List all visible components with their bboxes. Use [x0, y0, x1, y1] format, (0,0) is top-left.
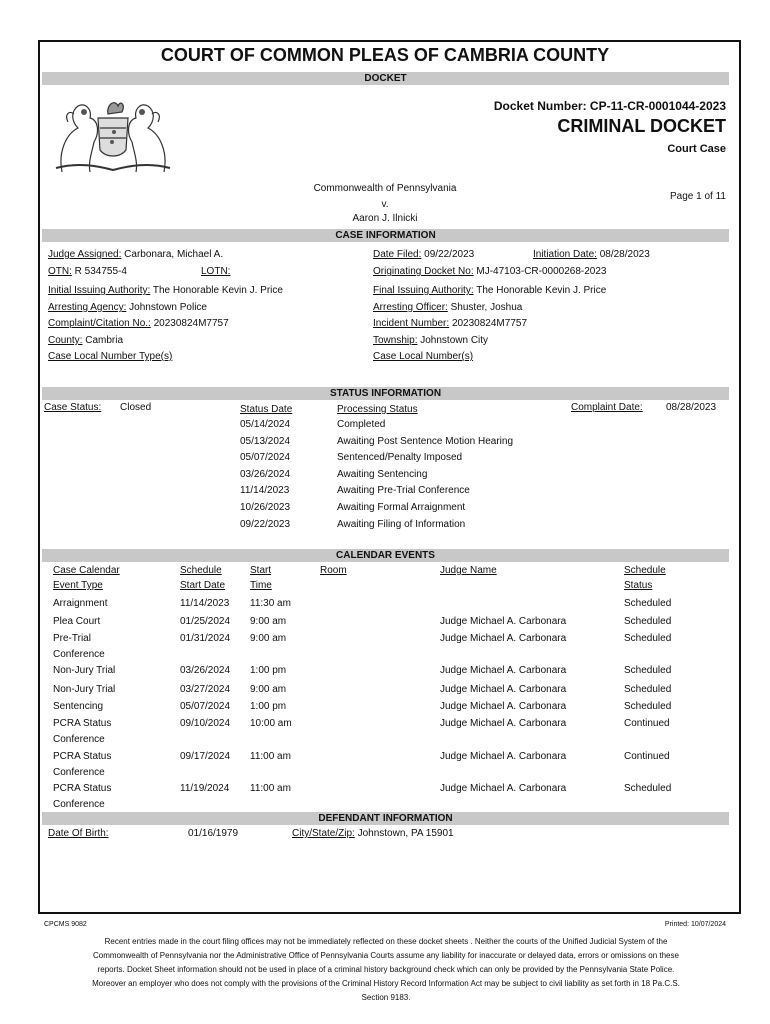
final-authority-field: Final Issuing Authority: The Honorable Kevin J. Price — [373, 285, 607, 296]
calendar-start-date: 03/26/2024 — [180, 665, 231, 676]
complaint-no-field: Complaint/Citation No.: 20230824M7757 — [48, 318, 229, 329]
initial-authority-field: Initial Issuing Authority: The Honorable Kevin J. Price — [48, 285, 283, 296]
calendar-start-time: 1:00 pm — [250, 665, 287, 676]
col-schedule-1: Schedule — [180, 565, 222, 576]
col-start-1: Start — [250, 565, 272, 576]
calendar-event-type: PCRA Status — [53, 718, 112, 729]
calendar-start-time: 11:30 am — [250, 598, 291, 609]
docket-bar: DOCKET — [42, 72, 729, 85]
calendar-judge-name: Judge Michael A. Carbonara — [440, 718, 567, 729]
status-row-status: Completed — [337, 419, 386, 430]
calendar-judge-name: Judge Michael A. Carbonara — [440, 783, 567, 794]
calendar-schedule-status: Scheduled — [624, 783, 672, 794]
calendar-start-time: 11:00 am — [250, 751, 291, 762]
col-schedule-2: Start Date — [180, 580, 226, 591]
status-row-status: Awaiting Post Sentence Motion Hearing — [337, 435, 514, 447]
form-id: CPCMS 9082 — [44, 921, 87, 928]
complaint-date-value: 08/28/2023 — [666, 402, 717, 413]
calendar-event-type-cont: Conference — [53, 649, 105, 660]
calendar-start-date: 05/07/2024 — [180, 701, 231, 712]
status-row-status: Sentenced/Penalty Imposed — [337, 452, 463, 464]
calendar-schedule-status: Scheduled — [624, 684, 672, 695]
status-row-date: 05/14/2024 — [240, 419, 291, 430]
local-number-label: Case Local Number(s) — [373, 351, 474, 362]
calendar-heading: CALENDAR EVENTS — [42, 549, 729, 562]
status-row-status: Awaiting Pre-Trial Conference — [337, 485, 470, 497]
col-event-type-1: Case Calendar — [53, 565, 120, 576]
calendar-schedule-status: Scheduled — [624, 598, 672, 609]
calendar-start-time: 9:00 am — [250, 633, 287, 644]
status-row-date: 09/22/2023 — [240, 518, 291, 530]
case-kind: Court Case — [667, 143, 726, 155]
calendar-start-time: 11:00 am — [250, 783, 291, 794]
calendar-schedule-status: Scheduled — [624, 665, 672, 676]
calendar-start-date: 03/27/2024 — [180, 684, 231, 695]
arresting-agency-field: Arresting Agency: Johnstown Police — [48, 302, 207, 313]
calendar-schedule-status: Continued — [624, 718, 670, 729]
calendar-start-date: 11/14/2023 — [180, 598, 230, 609]
col-event-type-2: Event Type — [53, 580, 103, 591]
col-judge: Judge Name — [440, 565, 497, 576]
initiation-date-field: Initiation Date: 08/28/2023 — [533, 249, 650, 260]
city-field: City/State/Zip: Johnstown, PA 15901 — [292, 828, 454, 839]
case-status-label: Case Status: — [44, 402, 102, 413]
calendar-event-type: Plea Court — [53, 616, 101, 627]
township-field: Township: Johnstown City — [373, 335, 489, 346]
calendar-event-type: Sentencing — [53, 701, 104, 712]
col-room: Room — [320, 565, 347, 576]
local-number-type-label: Case Local Number Type(s) — [48, 351, 173, 362]
calendar-judge-name: Judge Michael A. Carbonara — [440, 684, 567, 695]
incident-no-field: Incident Number: 20230824M7757 — [373, 318, 528, 329]
caption-plaintiff: Commonwealth of Pennsylvania — [313, 183, 457, 194]
calendar-schedule-status: Scheduled — [624, 701, 672, 712]
processing-status-header: Processing Status — [337, 404, 418, 415]
arresting-officer-field: Arresting Officer: Shuster, Joshua — [373, 302, 523, 313]
date-filed-field: Date Filed: 09/22/2023 — [373, 249, 475, 260]
calendar-schedule-status: Scheduled — [624, 633, 672, 644]
calendar-start-date: 09/17/2024 — [180, 751, 231, 762]
status-row-date: 10/26/2023 — [240, 502, 291, 513]
county-field: County: Cambria — [48, 335, 124, 346]
calendar-start-date: 01/25/2024 — [180, 616, 231, 627]
status-row-status: Awaiting Sentencing — [337, 468, 428, 480]
calendar-judge-name: Judge Michael A. Carbonara — [440, 616, 567, 627]
calendar-start-time: 9:00 am — [250, 616, 287, 627]
calendar-start-time: 1:00 pm — [250, 701, 287, 712]
calendar-event-type-cont: Conference — [53, 767, 105, 778]
calendar-judge-name: Judge Michael A. Carbonara — [440, 701, 567, 712]
calendar-event-type-cont: Conference — [53, 799, 105, 810]
status-info-heading: STATUS INFORMATION — [42, 387, 729, 400]
status-row-date: 05/13/2024 — [240, 435, 291, 447]
dob-value: 01/16/1979 — [188, 828, 239, 839]
court-title: COURT OF COMMON PLEAS OF CAMBRIA COUNTY — [160, 45, 610, 65]
calendar-start-date: 01/31/2024 — [180, 633, 231, 644]
status-row-status: Awaiting Filing of Information — [337, 518, 466, 530]
status-date-header: Status Date — [240, 404, 293, 415]
calendar-schedule-status: Scheduled — [624, 616, 672, 627]
lotn-label: LOTN: — [201, 266, 231, 277]
calendar-start-date: 09/10/2024 — [180, 718, 231, 729]
status-row-date: 11/14/2023 — [240, 485, 290, 497]
disclaimer: Recent entries made in the court filing offices may not be immediately reflected on these docket sheets . Neither the courts of the Unified Judicial System of the Commonwealth of Pennsylvania nor the Administrative Office of Pennsylvania Courts assume any liability for inaccurate or delayed data, errors or omissions on these reports. Docket Sheet information should not be used in place of a criminal history background check which can only be provided by the Pennsylvania State Police. Moreover an employer who does not comply with the provisions of the Criminal History Record Information Act may be subject to civil liability as set forth in 18 Pa.C.S. Section 9183. — [92, 937, 680, 1002]
status-row-status: Awaiting Formal Arraignment — [337, 502, 466, 513]
calendar-schedule-status: Continued — [624, 751, 670, 762]
col-status-1: Schedule — [624, 565, 666, 576]
complaint-date-label: Complaint Date: — [571, 402, 643, 413]
originating-docket-field: Originating Docket No: MJ-47103-CR-0000268-2023 — [373, 266, 607, 277]
calendar-event-type: PCRA Status — [53, 751, 112, 762]
col-start-2: Time — [250, 580, 272, 591]
docket-number: Docket Number: CP-11-CR-0001044-2023 — [493, 99, 726, 113]
otn-field: OTN: R 534755-4 — [48, 266, 127, 277]
calendar-event-type: Non-Jury Trial — [53, 665, 116, 676]
calendar-event-type: PCRA Status — [53, 783, 112, 794]
calendar-judge-name: Judge Michael A. Carbonara — [440, 751, 567, 762]
printed-date: Printed: 10/07/2024 — [664, 921, 726, 928]
dob-label: Date Of Birth: — [48, 828, 109, 839]
calendar-start-time: 10:00 am — [250, 718, 292, 729]
calendar-event-type: Non-Jury Trial — [53, 684, 116, 695]
calendar-judge-name: Judge Michael A. Carbonara — [440, 665, 567, 676]
caption-versus: v. — [381, 199, 389, 210]
calendar-event-type: Pre-Trial — [53, 633, 91, 644]
calendar-judge-name: Judge Michael A. Carbonara — [440, 633, 567, 644]
case-status-value: Closed — [120, 402, 152, 413]
case-info-heading: CASE INFORMATION — [42, 229, 729, 242]
calendar-start-date: 11/19/2024 — [180, 783, 230, 794]
calendar-start-time: 9:00 am — [250, 684, 287, 695]
caption-defendant: Aaron J. Ilnicki — [352, 213, 418, 224]
calendar-event-type: Arraignment — [53, 598, 108, 609]
status-row-date: 03/26/2024 — [240, 468, 291, 480]
judge-field: Judge Assigned: Carbonara, Michael A. — [48, 249, 224, 260]
page-label: Page 1 of 11 — [670, 191, 726, 202]
calendar-event-type-cont: Conference — [53, 734, 105, 745]
status-row-date: 05/07/2024 — [240, 452, 291, 464]
docket-type: CRIMINAL DOCKET — [557, 116, 726, 136]
pennsylvania-seal-icon — [48, 92, 178, 177]
defendant-heading: DEFENDANT INFORMATION — [42, 812, 729, 825]
col-status-2: Status — [624, 580, 653, 591]
